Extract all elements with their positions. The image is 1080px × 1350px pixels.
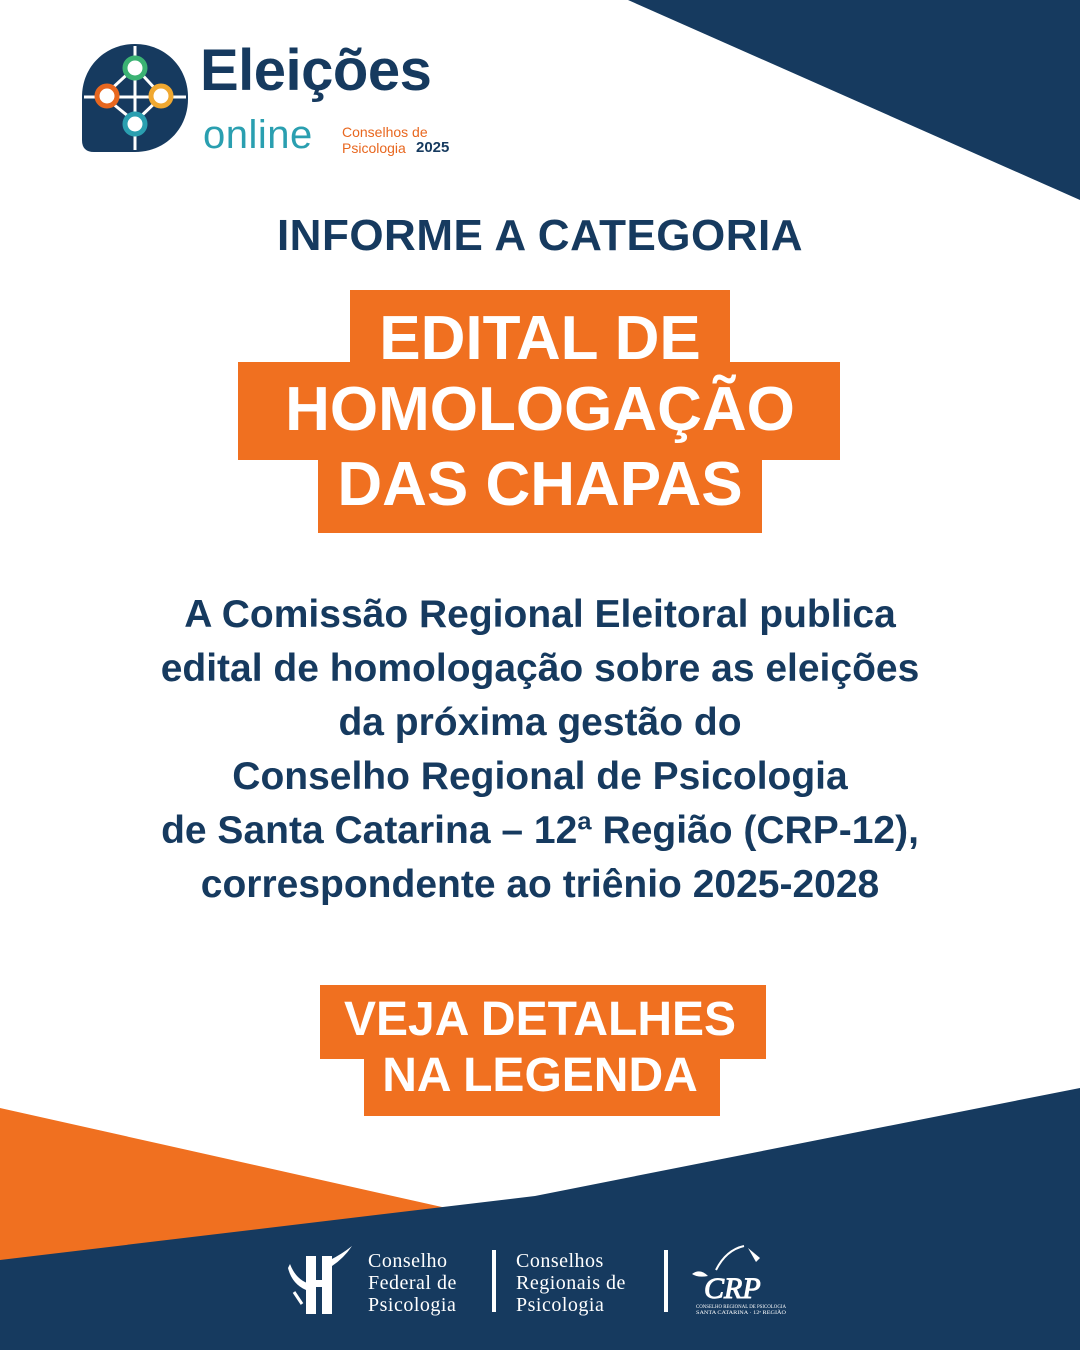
eleicoes-online-logo-icon — [80, 42, 190, 154]
crps-line-3: Psicologia — [516, 1294, 605, 1316]
body-line-2: edital de homologação sobre as eleições — [160, 647, 920, 690]
eleicoes-online-logo — [80, 38, 480, 157]
cfp-line-3: Psicologia — [368, 1294, 457, 1316]
body-line-5: de Santa Catarina – 12ª Região (CRP-12), — [161, 809, 919, 852]
body-line-3: da próxima gestão do — [338, 701, 742, 744]
crp-caption-line1: CONSELHO REGIONAL DE PSICOLOGIA — [696, 1305, 787, 1310]
logo-subtitle-line1: Conselhos de — [342, 124, 428, 140]
footer-divider-1 — [492, 1250, 496, 1312]
footer-logos — [0, 1230, 1080, 1320]
announcement-body — [0, 588, 1080, 912]
cfp-line-1: Conselho — [368, 1250, 448, 1272]
cta-line-1: VEJA DETALHES — [343, 993, 737, 1046]
logo-title: Eleições — [200, 38, 432, 103]
cta-line-2: NA LEGENDA — [382, 1049, 698, 1102]
headline-line-2: HOMOLOGAÇÃO — [285, 375, 795, 444]
crp-santa-catarina-logo-icon — [686, 1240, 796, 1320]
footer-divider-2 — [664, 1250, 668, 1312]
crps-line-2: Regionais de — [516, 1272, 626, 1294]
crp-caption-line2: SANTA CATARINA · 12ª REGIÃO — [696, 1311, 766, 1316]
headline-line-3: DAS CHAPAS — [337, 450, 743, 519]
kicker-heading: INFORME A CATEGORIA — [276, 211, 804, 260]
crps-line-1: Conselhos — [516, 1250, 604, 1272]
cfp-logo-icon — [286, 1244, 356, 1316]
body-line-6: correspondente ao triênio 2025-2028 — [200, 863, 880, 906]
body-line-1: A Comissão Regional Eleitoral publica — [184, 593, 896, 636]
logo-subtitle-line2: Psicologia — [342, 140, 406, 156]
logo-year: 2025 — [416, 139, 450, 156]
logo-online: online — [203, 113, 313, 157]
body-line-4: Conselho Regional de Psicologia — [232, 755, 848, 798]
cfp-line-2: Federal de — [368, 1272, 457, 1294]
headline-line-1: EDITAL DE — [379, 304, 701, 373]
crp-mark-text: CRP — [704, 1272, 761, 1305]
